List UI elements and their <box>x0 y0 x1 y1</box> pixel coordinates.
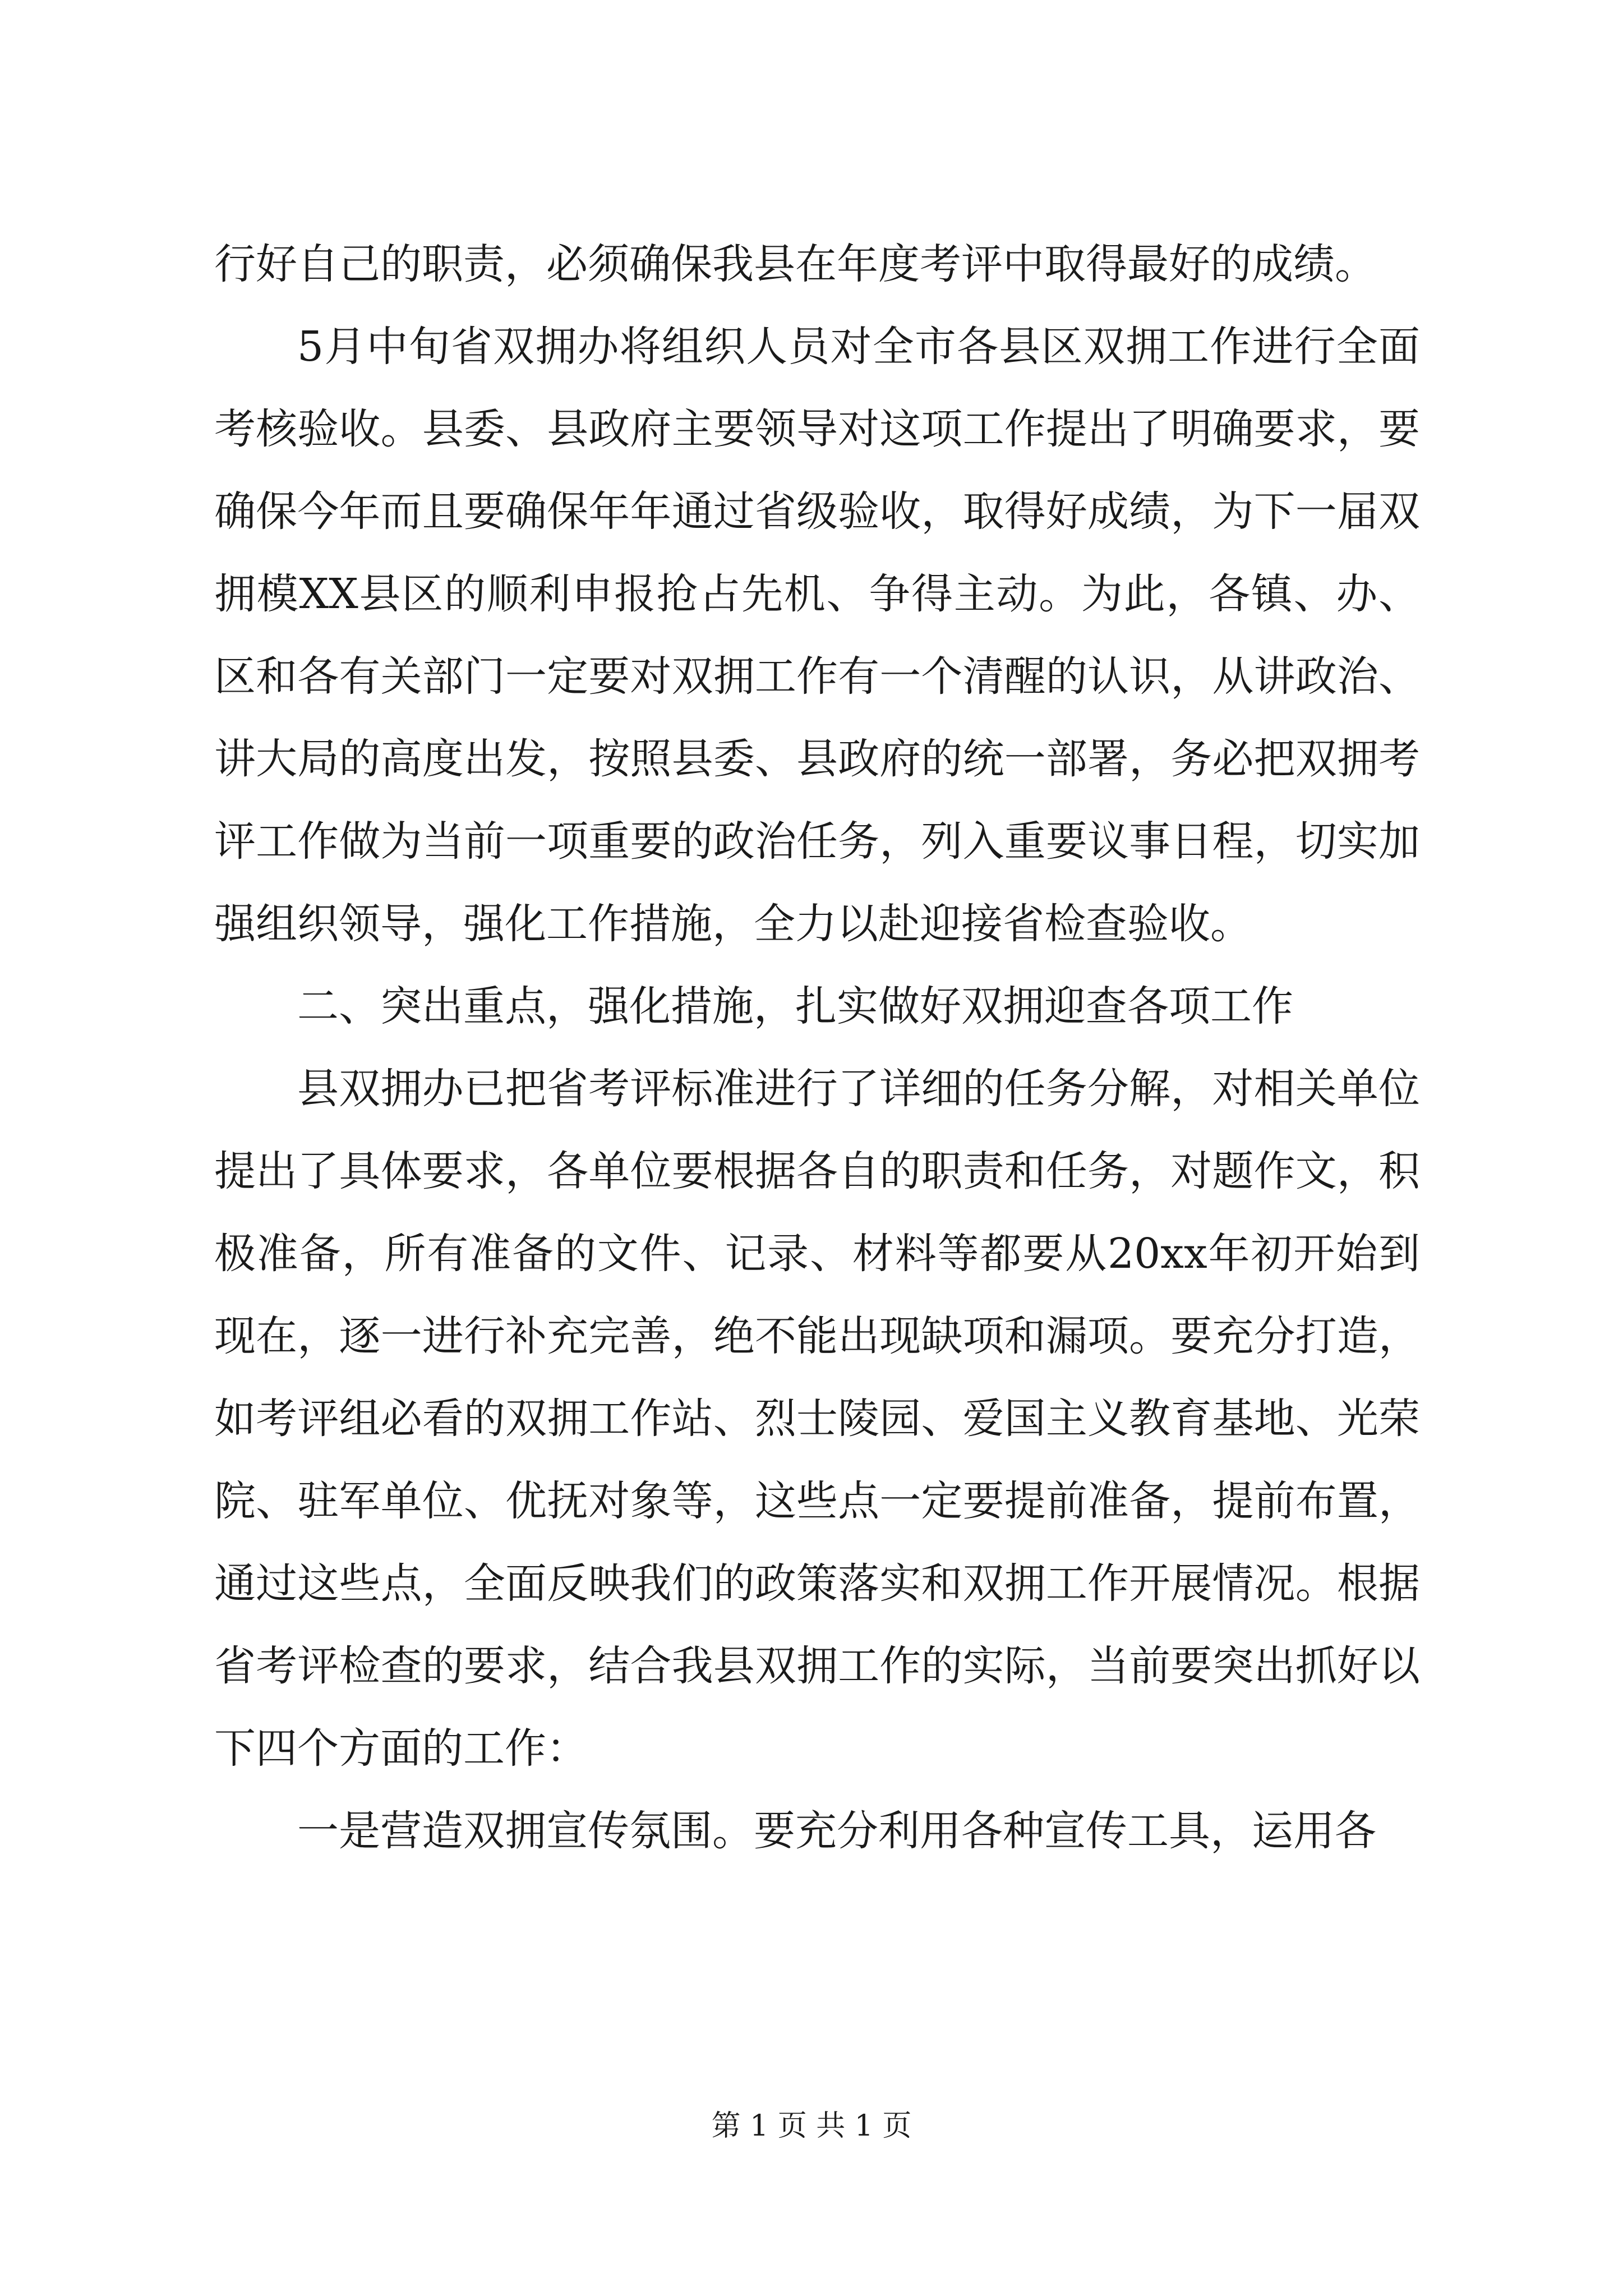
paragraph-4: 一是营造双拥宣传氛围。要充分利用各种宣传工具，运用各 <box>297 1807 1376 1855</box>
section-heading: 二、突出重点，强化措施，扎实做好双拥迎查各项工作 <box>297 982 1293 1030</box>
paragraph-2: 5月中旬省双拥办将组织人员对全市各县区双拥工作进行全面考核验收。县委、县政府主要领导对这项工作提出了明确要求，要确保今年而且要确保年年通过省级验收，取得好成绩，为下一届双拥模XX县区的顺利申报抢占先机、争得主动。为此，各镇、办、区和各有关部门一定要对双拥工作有一个清醒的认识，从讲政治、讲大局的高度出发，按照县委、县政府的统一部署，务必把双拥考评工作做为当前一项重要的政治任务，列入重要议事日程，切实加强组织领导，强化工作措施，全力以赴迎接省检查验收。 <box>214 323 1420 948</box>
paragraph-3: 县双拥办已把省考评标准进行了详细的任务分解，对相关单位提出了具体要求，各单位要根据各自的职责和任务，对题作文，积极准备，所有准备的文件、记录、材料等都要从20xx年初开始到现在，逐一进行补充完善，绝不能出现缺项和漏项。要充分打造，如考评组必看的双拥工作站、烈士陵园、爱国主义教育基地、光荣院、驻军单位、优抚对象等，这些点一定要提前准备，提前布置，通过这些点，全面反映我们的政策落实和双拥工作开展情况。根据省考评检查的要求，结合我县双拥工作的实际，当前要突出抓好以下四个方面的工作： <box>214 1065 1420 1773</box>
page-footer: 第 1 页 共 1 页 <box>711 2109 912 2143</box>
document-body <box>214 223 1420 1872</box>
paragraph-1: 行好自己的职责，必须确保我县在年度考评中取得最好的成绩。 <box>214 240 1376 288</box>
